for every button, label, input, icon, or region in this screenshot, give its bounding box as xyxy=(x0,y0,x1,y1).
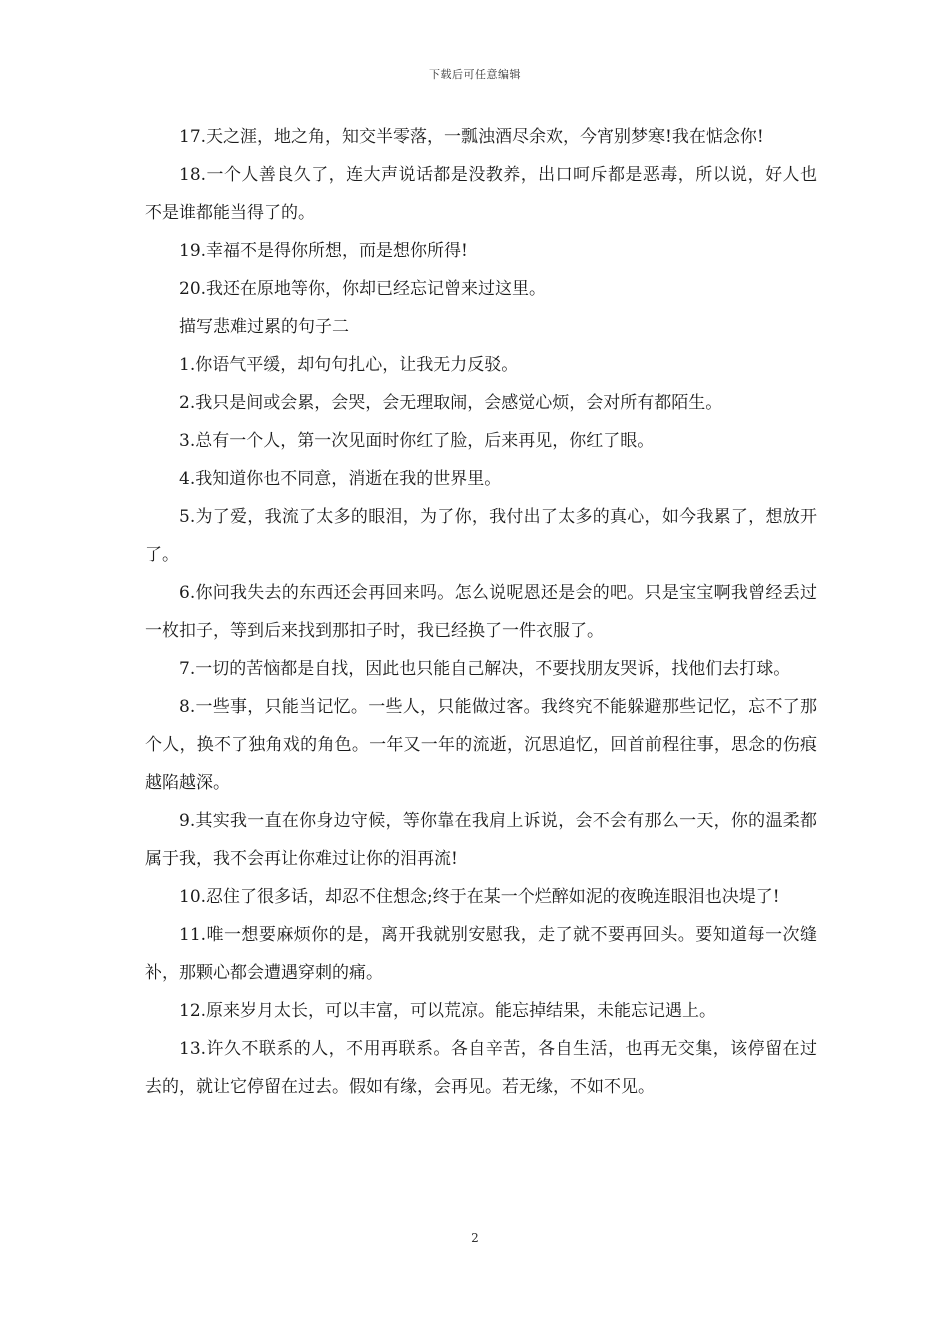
page-header: 下载后可任意编辑 xyxy=(429,68,521,81)
paragraph: 9.其实我一直在你身边守候，等你靠在我肩上诉说，会不会有那么一天，你的温柔都属于我，我不会再让你难过让你的泪再流! xyxy=(145,811,817,869)
paragraph: 5.为了爱，我流了太多的眼泪，为了你，我付出了太多的真心，如今我累了，想放开了。 xyxy=(145,507,817,565)
paragraph: 6.你问我失去的东西还会再回来吗。怎么说呢恩还是会的吧。只是宝宝啊我曾经丢过一枚扣子，等到后来找到那扣子时，我已经换了一件衣服了。 xyxy=(145,583,817,641)
paragraph: 10.忍住了很多话，却忍不住想念;终于在某一个烂醉如泥的夜晚连眼泪也决堤了! xyxy=(179,887,780,907)
paragraph: 3.总有一个人，第一次见面时你红了脸，后来再见，你红了眼。 xyxy=(179,431,655,451)
paragraph: 20.我还在原地等你，你却已经忘记曾来过这里。 xyxy=(179,279,547,299)
paragraph: 4.我知道你也不同意，消逝在我的世界里。 xyxy=(179,469,502,489)
page-number: 2 xyxy=(471,1231,479,1245)
paragraph: 1.你语气平缓，却句句扎心，让我无力反驳。 xyxy=(179,355,519,375)
paragraph: 7.一切的苦恼都是自找，因此也只能自己解决，不要找朋友哭诉，找他们去打球。 xyxy=(179,659,791,679)
section-title: 描写悲难过累的句子二 xyxy=(179,317,349,337)
paragraph: 12.原来岁月太长，可以丰富，可以荒凉。能忘掉结果，未能忘记遇上。 xyxy=(179,1001,717,1021)
paragraph: 19.幸福不是得你所想，而是想你所得! xyxy=(179,241,468,261)
paragraph: 11.唯一想要麻烦你的是，离开我就别安慰我，走了就不要再回头。要知道每一次缝补，那颗心都会遭遇穿刺的痛。 xyxy=(145,925,817,983)
paragraph: 13.许久不联系的人，不用再联系。各自辛苦，各自生活，也再无交集，该停留在过去的，就让它停留在过去。假如有缘，会再见。若无缘，不如不见。 xyxy=(145,1039,817,1097)
document-body xyxy=(145,118,817,1106)
paragraph: 17.天之涯，地之角，知交半零落，一瓢浊酒尽余欢，今宵别梦寒!我在惦念你! xyxy=(179,127,764,147)
paragraph: 8.一些事，只能当记忆。一些人，只能做过客。我终究不能躲避那些记忆，忘不了那个人，换不了独角戏的角色。一年又一年的流逝，沉思追忆，回首前程往事，思念的伤痕越陷越深。 xyxy=(145,697,817,793)
paragraph: 18.一个人善良久了，连大声说话都是没教养，出口呵斥都是恶毒，所以说，好人也不是谁都能当得了的。 xyxy=(145,165,817,223)
paragraph: 2.我只是间或会累，会哭，会无理取闹，会感觉心烦，会对所有都陌生。 xyxy=(179,393,723,413)
